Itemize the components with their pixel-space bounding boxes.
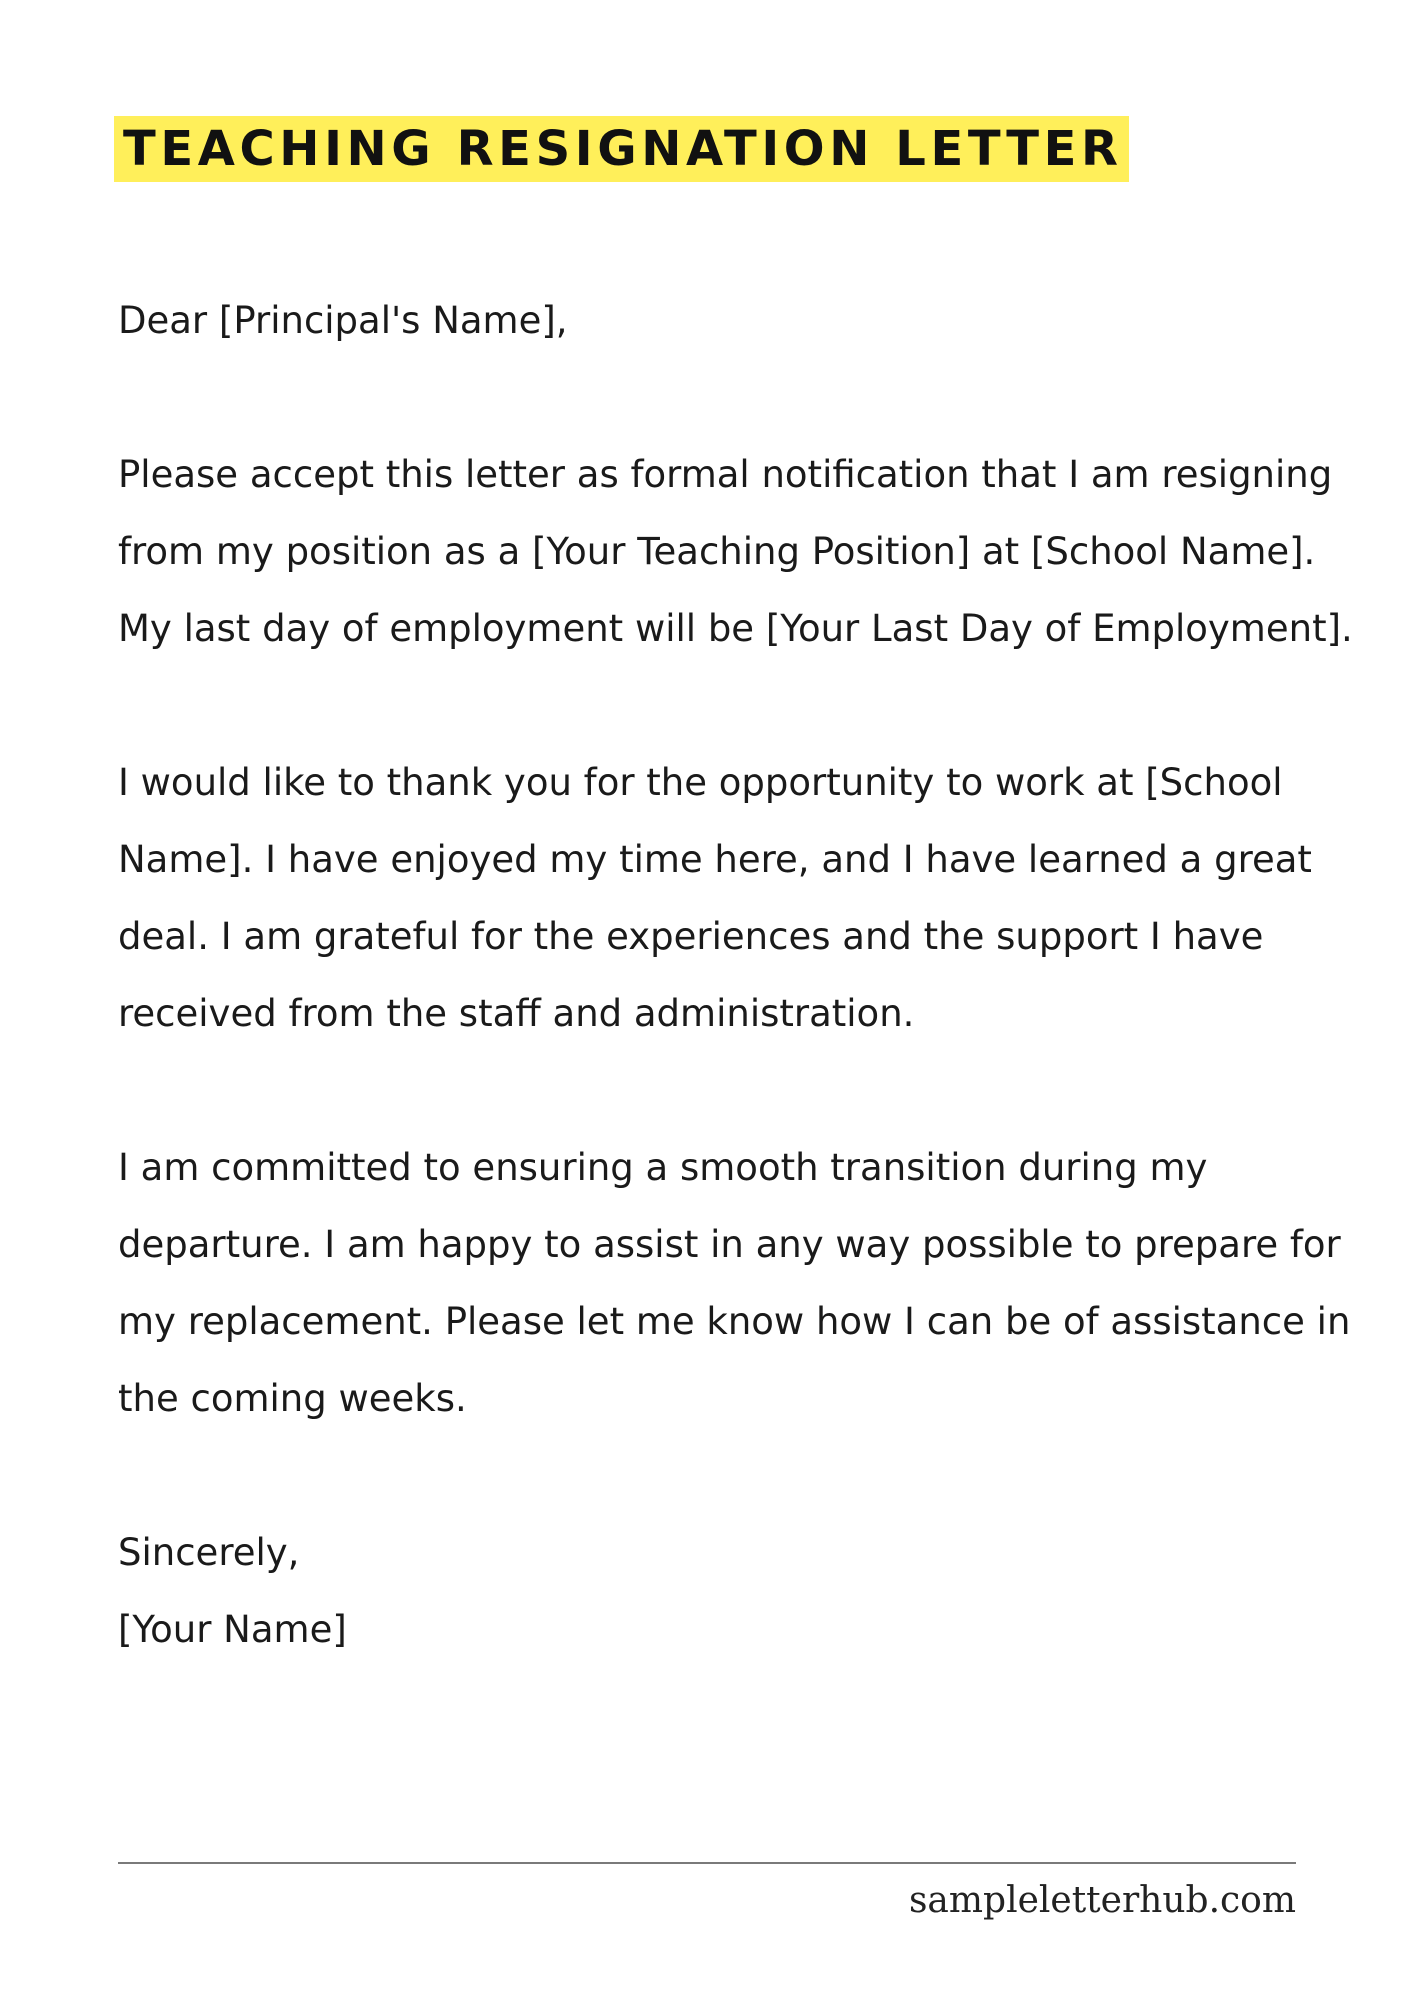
page-title: TEACHING RESIGNATION LETTER: [123, 121, 1123, 177]
paragraph-1: Please accept this letter as formal notification that I am resigning from my position as a [Your Teaching Position] at [School Name]. My last day of employment will be [Your Last Day of Employment].: [118, 453, 1353, 650]
paragraph-3: I am committed to ensuring a smooth transition during my departure. I am happy to assist in any way possible to prepare for my replacement. Please let me know how I can be of assistance in the coming weeks.: [118, 1146, 1351, 1420]
salutation: Dear [Principal's Name],: [118, 299, 568, 342]
footer-site: sampleletterhub.com: [908, 1880, 1296, 1921]
paragraph-2: I would like to thank you for the opportunity to work at [School Name]. I have enjoyed my time here, and I have learned a great deal. I am grateful for the experiences and the support I have received from the staff and administration.: [118, 761, 1312, 1035]
footer-divider: [118, 1862, 1296, 1864]
signature-name: [Your Name]: [118, 1608, 347, 1651]
letter-body: [118, 282, 1368, 1668]
title-highlight: [114, 116, 1129, 182]
closing: Sincerely,: [118, 1531, 300, 1574]
